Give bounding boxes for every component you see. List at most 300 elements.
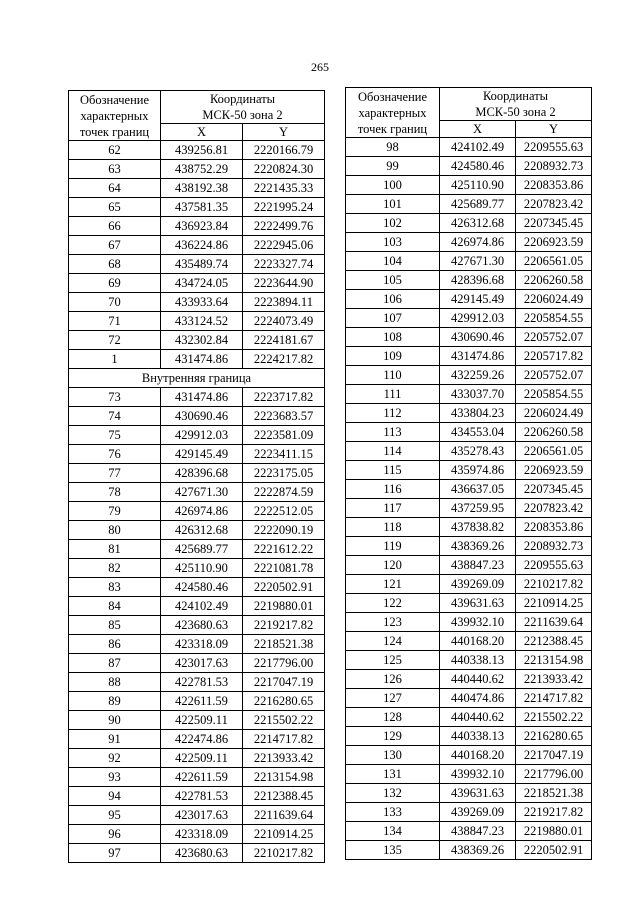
x-coordinate-cell: 426312.68 <box>440 214 516 233</box>
x-coordinate-cell: 427671.30 <box>161 483 243 502</box>
point-number-cell: 89 <box>69 692 161 711</box>
point-number-cell: 81 <box>69 540 161 559</box>
y-coordinate-cell: 2207823.42 <box>516 499 592 518</box>
table-row <box>69 350 325 369</box>
y-coordinate-cell: 2221081.78 <box>243 559 325 578</box>
table-row <box>346 252 592 271</box>
table-row <box>346 632 592 651</box>
point-number-cell: 116 <box>346 480 440 499</box>
table-row <box>346 233 592 252</box>
table-row <box>69 768 325 787</box>
table-row <box>69 692 325 711</box>
table-row <box>69 312 325 331</box>
y-coordinate-cell: 2216280.65 <box>243 692 325 711</box>
y-coordinate-cell: 2223644.90 <box>243 274 325 293</box>
table-row <box>346 613 592 632</box>
x-coordinate-cell: 429912.03 <box>440 309 516 328</box>
x-coordinate-cell: 424580.46 <box>440 157 516 176</box>
point-number-cell: 65 <box>69 198 161 217</box>
y-coordinate-cell: 2209555.63 <box>516 138 592 157</box>
point-number-cell: 112 <box>346 404 440 423</box>
table-row <box>346 157 592 176</box>
coordinates-header <box>440 88 592 121</box>
table-row <box>346 670 592 689</box>
x-coordinate-cell: 438847.23 <box>440 556 516 575</box>
point-number-cell: 109 <box>346 347 440 366</box>
y-coordinate-cell: 2222874.59 <box>243 483 325 502</box>
section-row <box>69 369 325 388</box>
y-coordinate-cell: 2213933.42 <box>243 749 325 768</box>
header-line: Координаты <box>482 89 549 103</box>
x-coordinate-cell: 440168.20 <box>440 746 516 765</box>
point-number-cell: 76 <box>69 445 161 464</box>
header-line: Обозначение <box>79 92 150 107</box>
table-row <box>69 749 325 768</box>
x-coordinate-cell: 422611.59 <box>161 768 243 787</box>
point-number-cell: 126 <box>346 670 440 689</box>
x-coordinate-cell: 436923.84 <box>161 217 243 236</box>
y-coordinate-cell: 2206561.05 <box>516 442 592 461</box>
x-coordinate-cell: 422474.86 <box>161 730 243 749</box>
table-row <box>346 290 592 309</box>
y-coordinate-cell: 2222512.05 <box>243 502 325 521</box>
y-coordinate-cell: 2217047.19 <box>243 673 325 692</box>
table-row <box>346 784 592 803</box>
table-row <box>346 594 592 613</box>
y-coordinate-cell: 2222945.06 <box>243 236 325 255</box>
table-row <box>346 328 592 347</box>
point-number-cell: 131 <box>346 765 440 784</box>
y-coordinate-cell: 2214717.82 <box>516 689 592 708</box>
table-row <box>69 255 325 274</box>
point-number-cell: 100 <box>346 176 440 195</box>
point-number-cell: 67 <box>69 236 161 255</box>
y-coordinate-cell: 2218521.38 <box>516 784 592 803</box>
y-coordinate-cell: 2205854.55 <box>516 385 592 404</box>
y-coordinate-cell: 2219880.01 <box>243 597 325 616</box>
y-coordinate-cell: 2224181.67 <box>243 331 325 350</box>
y-coordinate-cell: 2210217.82 <box>243 844 325 863</box>
point-number-cell: 73 <box>69 388 161 407</box>
y-header: Y <box>243 124 325 141</box>
point-number-cell: 96 <box>69 825 161 844</box>
x-coordinate-cell: 433124.52 <box>161 312 243 331</box>
x-coordinate-cell: 439269.09 <box>440 575 516 594</box>
x-coordinate-cell: 422781.53 <box>161 787 243 806</box>
table-row <box>346 176 592 195</box>
point-number-cell: 122 <box>346 594 440 613</box>
y-coordinate-cell: 2208932.73 <box>516 537 592 556</box>
point-number-cell: 98 <box>346 138 440 157</box>
x-coordinate-cell: 424580.46 <box>161 578 243 597</box>
table-row <box>69 635 325 654</box>
header-line: точек границ <box>79 124 150 139</box>
x-coordinate-cell: 423680.63 <box>161 844 243 863</box>
point-number-cell: 129 <box>346 727 440 746</box>
table-row <box>346 708 592 727</box>
x-coordinate-cell: 426974.86 <box>440 233 516 252</box>
header-row <box>69 91 325 124</box>
x-coordinate-cell: 440168.20 <box>440 632 516 651</box>
table-row <box>69 540 325 559</box>
point-number-cell: 91 <box>69 730 161 749</box>
x-coordinate-cell: 425110.90 <box>440 176 516 195</box>
coordinates-header <box>161 91 325 124</box>
header-line: характерных <box>80 108 149 123</box>
point-number-cell: 82 <box>69 559 161 578</box>
y-coordinate-cell: 2209555.63 <box>516 556 592 575</box>
x-coordinate-cell: 425689.77 <box>161 540 243 559</box>
x-coordinate-cell: 434553.04 <box>440 423 516 442</box>
table-row <box>346 727 592 746</box>
table-row <box>346 423 592 442</box>
point-number-cell: 86 <box>69 635 161 654</box>
point-number-cell: 72 <box>69 331 161 350</box>
header-line: Координаты <box>209 92 276 106</box>
table-row <box>346 822 592 841</box>
table-row <box>346 480 592 499</box>
y-coordinate-cell: 2221995.24 <box>243 198 325 217</box>
x-coordinate-cell: 429912.03 <box>161 426 243 445</box>
table-row <box>346 746 592 765</box>
point-number-cell: 114 <box>346 442 440 461</box>
y-coordinate-cell: 2205752.07 <box>516 328 592 347</box>
x-coordinate-cell: 440338.13 <box>440 727 516 746</box>
header-line: характерных <box>358 105 427 120</box>
table-row <box>69 559 325 578</box>
x-coordinate-cell: 439269.09 <box>440 803 516 822</box>
point-number-cell: 84 <box>69 597 161 616</box>
point-number-cell: 66 <box>69 217 161 236</box>
table-row <box>69 616 325 635</box>
point-number-cell: 130 <box>346 746 440 765</box>
y-coordinate-cell: 2220824.30 <box>243 160 325 179</box>
x-coordinate-cell: 435278.43 <box>440 442 516 461</box>
point-number-cell: 1 <box>69 350 161 369</box>
table-row <box>346 556 592 575</box>
table-row <box>346 385 592 404</box>
y-coordinate-cell: 2222499.76 <box>243 217 325 236</box>
x-coordinate-cell: 432302.84 <box>161 331 243 350</box>
y-coordinate-cell: 2219217.82 <box>243 616 325 635</box>
table-row <box>69 274 325 293</box>
y-coordinate-cell: 2220166.79 <box>243 141 325 160</box>
header-line: точек границ <box>357 121 428 136</box>
table-row <box>346 765 592 784</box>
y-coordinate-cell: 2211639.64 <box>516 613 592 632</box>
y-coordinate-cell: 2206260.58 <box>516 423 592 442</box>
table-row <box>346 499 592 518</box>
x-coordinate-cell: 430690.46 <box>161 407 243 426</box>
x-coordinate-cell: 439932.10 <box>440 765 516 784</box>
x-coordinate-cell: 439631.63 <box>440 594 516 613</box>
table-row <box>69 293 325 312</box>
table-row <box>346 461 592 480</box>
x-coordinate-cell: 425110.90 <box>161 559 243 578</box>
point-number-cell: 110 <box>346 366 440 385</box>
y-coordinate-cell: 2215502.22 <box>516 708 592 727</box>
x-coordinate-cell: 439631.63 <box>440 784 516 803</box>
point-number-cell: 85 <box>69 616 161 635</box>
x-coordinate-cell: 438192.38 <box>161 179 243 198</box>
x-coordinate-cell: 431474.86 <box>440 347 516 366</box>
point-number-cell: 95 <box>69 806 161 825</box>
point-number-cell: 99 <box>346 157 440 176</box>
table-row <box>69 825 325 844</box>
x-coordinate-cell: 438369.26 <box>440 841 516 860</box>
table-row <box>346 803 592 822</box>
table-row <box>346 537 592 556</box>
table-row <box>69 407 325 426</box>
point-number-cell: 63 <box>69 160 161 179</box>
y-coordinate-cell: 2213154.98 <box>516 651 592 670</box>
y-coordinate-cell: 2223175.05 <box>243 464 325 483</box>
point-number-cell: 94 <box>69 787 161 806</box>
x-coordinate-cell: 423017.63 <box>161 806 243 825</box>
y-coordinate-cell: 2220502.91 <box>243 578 325 597</box>
x-coordinate-cell: 430690.46 <box>440 328 516 347</box>
point-number-cell: 128 <box>346 708 440 727</box>
point-number-cell: 117 <box>346 499 440 518</box>
point-number-cell: 103 <box>346 233 440 252</box>
point-number-cell: 135 <box>346 841 440 860</box>
x-coordinate-cell: 431474.86 <box>161 350 243 369</box>
y-coordinate-cell: 2213933.42 <box>516 670 592 689</box>
y-coordinate-cell: 2222090.19 <box>243 521 325 540</box>
x-coordinate-cell: 433037.70 <box>440 385 516 404</box>
x-coordinate-cell: 437838.82 <box>440 518 516 537</box>
x-coordinate-cell: 422781.53 <box>161 673 243 692</box>
x-coordinate-cell: 440440.62 <box>440 708 516 727</box>
y-coordinate-cell: 2224217.82 <box>243 350 325 369</box>
table-row <box>69 844 325 863</box>
x-coordinate-cell: 428396.68 <box>161 464 243 483</box>
y-coordinate-cell: 2212388.45 <box>243 787 325 806</box>
header-line: Обозначение <box>357 89 428 104</box>
x-coordinate-cell: 433933.64 <box>161 293 243 312</box>
table-row <box>346 347 592 366</box>
y-coordinate-cell: 2212388.45 <box>516 632 592 651</box>
table-row <box>346 271 592 290</box>
table-row <box>346 138 592 157</box>
table-row <box>69 179 325 198</box>
y-coordinate-cell: 2215502.22 <box>243 711 325 730</box>
y-coordinate-cell: 2206260.58 <box>516 271 592 290</box>
y-coordinate-cell: 2218521.38 <box>243 635 325 654</box>
point-number-cell: 75 <box>69 426 161 445</box>
x-coordinate-cell: 437259.95 <box>440 499 516 518</box>
table-row <box>69 388 325 407</box>
point-designation-header <box>346 88 440 138</box>
table-row <box>346 404 592 423</box>
y-coordinate-cell: 2206024.49 <box>516 404 592 423</box>
header-row <box>346 88 592 121</box>
x-coordinate-cell: 438752.29 <box>161 160 243 179</box>
section-label: Внутренняя граница <box>69 369 325 388</box>
x-coordinate-cell: 439256.81 <box>161 141 243 160</box>
point-number-cell: 90 <box>69 711 161 730</box>
coordinates-table-right <box>345 87 592 860</box>
table-row <box>69 502 325 521</box>
y-coordinate-cell: 2207345.45 <box>516 214 592 233</box>
x-coordinate-cell: 422611.59 <box>161 692 243 711</box>
point-number-cell: 133 <box>346 803 440 822</box>
table-row <box>346 195 592 214</box>
table-row <box>69 160 325 179</box>
y-coordinate-cell: 2223717.82 <box>243 388 325 407</box>
page-number: 265 <box>311 60 329 74</box>
y-coordinate-cell: 2224073.49 <box>243 312 325 331</box>
y-coordinate-cell: 2207823.42 <box>516 195 592 214</box>
y-coordinate-cell: 2210914.25 <box>516 594 592 613</box>
table-row <box>69 711 325 730</box>
y-coordinate-cell: 2208932.73 <box>516 157 592 176</box>
point-number-cell: 107 <box>346 309 440 328</box>
table-row <box>346 309 592 328</box>
point-number-cell: 69 <box>69 274 161 293</box>
point-number-cell: 125 <box>346 651 440 670</box>
point-number-cell: 78 <box>69 483 161 502</box>
y-coordinate-cell: 2221612.22 <box>243 540 325 559</box>
y-coordinate-cell: 2216280.65 <box>516 727 592 746</box>
point-number-cell: 108 <box>346 328 440 347</box>
x-coordinate-cell: 435489.74 <box>161 255 243 274</box>
table-row <box>69 597 325 616</box>
table-row <box>346 575 592 594</box>
coordinates-table-left <box>68 90 325 863</box>
table-row <box>69 673 325 692</box>
table-row <box>69 426 325 445</box>
x-coordinate-cell: 423680.63 <box>161 616 243 635</box>
table-row <box>69 141 325 160</box>
y-coordinate-cell: 2205717.82 <box>516 347 592 366</box>
x-coordinate-cell: 432259.26 <box>440 366 516 385</box>
x-coordinate-cell: 438847.23 <box>440 822 516 841</box>
point-number-cell: 127 <box>346 689 440 708</box>
y-coordinate-cell: 2220502.91 <box>516 841 592 860</box>
table-row <box>69 787 325 806</box>
point-number-cell: 118 <box>346 518 440 537</box>
point-number-cell: 77 <box>69 464 161 483</box>
point-number-cell: 71 <box>69 312 161 331</box>
table-row <box>69 578 325 597</box>
y-coordinate-cell: 2219880.01 <box>516 822 592 841</box>
x-header: X <box>161 124 243 141</box>
table-row <box>69 445 325 464</box>
y-coordinate-cell: 2219217.82 <box>516 803 592 822</box>
x-coordinate-cell: 436637.05 <box>440 480 516 499</box>
y-coordinate-cell: 2221435.33 <box>243 179 325 198</box>
table-row <box>69 464 325 483</box>
header-line: МСК-50 зона 2 <box>475 105 556 119</box>
x-coordinate-cell: 423318.09 <box>161 635 243 654</box>
table-row <box>69 521 325 540</box>
point-number-cell: 83 <box>69 578 161 597</box>
point-number-cell: 62 <box>69 141 161 160</box>
x-coordinate-cell: 440474.86 <box>440 689 516 708</box>
x-header: X <box>440 121 516 138</box>
x-coordinate-cell: 440440.62 <box>440 670 516 689</box>
y-coordinate-cell: 2217796.00 <box>516 765 592 784</box>
x-coordinate-cell: 429145.49 <box>161 445 243 464</box>
y-coordinate-cell: 2217047.19 <box>516 746 592 765</box>
point-number-cell: 105 <box>346 271 440 290</box>
y-coordinate-cell: 2217796.00 <box>243 654 325 673</box>
x-coordinate-cell: 440338.13 <box>440 651 516 670</box>
point-number-cell: 111 <box>346 385 440 404</box>
x-coordinate-cell: 426974.86 <box>161 502 243 521</box>
y-coordinate-cell: 2210217.82 <box>516 575 592 594</box>
y-coordinate-cell: 2223581.09 <box>243 426 325 445</box>
table-row <box>346 442 592 461</box>
table-row <box>69 730 325 749</box>
point-number-cell: 97 <box>69 844 161 863</box>
x-coordinate-cell: 431474.86 <box>161 388 243 407</box>
point-number-cell: 101 <box>346 195 440 214</box>
x-coordinate-cell: 423017.63 <box>161 654 243 673</box>
table-row <box>346 841 592 860</box>
table-row <box>69 331 325 350</box>
point-number-cell: 80 <box>69 521 161 540</box>
x-coordinate-cell: 428396.68 <box>440 271 516 290</box>
x-coordinate-cell: 437581.35 <box>161 198 243 217</box>
y-coordinate-cell: 2223327.74 <box>243 255 325 274</box>
x-coordinate-cell: 426312.68 <box>161 521 243 540</box>
point-number-cell: 70 <box>69 293 161 312</box>
point-number-cell: 106 <box>346 290 440 309</box>
y-coordinate-cell: 2206923.59 <box>516 233 592 252</box>
table-row <box>69 198 325 217</box>
x-coordinate-cell: 425689.77 <box>440 195 516 214</box>
x-coordinate-cell: 427671.30 <box>440 252 516 271</box>
point-designation-header <box>69 91 161 141</box>
point-number-cell: 88 <box>69 673 161 692</box>
x-coordinate-cell: 422509.11 <box>161 711 243 730</box>
header-line: МСК-50 зона 2 <box>202 108 283 122</box>
y-coordinate-cell: 2207345.45 <box>516 480 592 499</box>
y-coordinate-cell: 2223894.11 <box>243 293 325 312</box>
table-row <box>69 806 325 825</box>
y-coordinate-cell: 2205752.07 <box>516 366 592 385</box>
x-coordinate-cell: 439932.10 <box>440 613 516 632</box>
point-number-cell: 68 <box>69 255 161 274</box>
point-number-cell: 104 <box>346 252 440 271</box>
y-coordinate-cell: 2210914.25 <box>243 825 325 844</box>
table-row <box>69 217 325 236</box>
table-row <box>346 214 592 233</box>
y-coordinate-cell: 2223683.57 <box>243 407 325 426</box>
y-coordinate-cell: 2213154.98 <box>243 768 325 787</box>
point-number-cell: 119 <box>346 537 440 556</box>
point-number-cell: 123 <box>346 613 440 632</box>
y-coordinate-cell: 2206024.49 <box>516 290 592 309</box>
x-coordinate-cell: 434724.05 <box>161 274 243 293</box>
x-coordinate-cell: 424102.49 <box>440 138 516 157</box>
x-coordinate-cell: 423318.09 <box>161 825 243 844</box>
x-coordinate-cell: 438369.26 <box>440 537 516 556</box>
point-number-cell: 74 <box>69 407 161 426</box>
y-coordinate-cell: 2205854.55 <box>516 309 592 328</box>
point-number-cell: 92 <box>69 749 161 768</box>
table-row <box>69 483 325 502</box>
point-number-cell: 102 <box>346 214 440 233</box>
point-number-cell: 134 <box>346 822 440 841</box>
table-row <box>346 518 592 537</box>
table-row <box>346 651 592 670</box>
point-number-cell: 121 <box>346 575 440 594</box>
point-number-cell: 87 <box>69 654 161 673</box>
y-coordinate-cell: 2214717.82 <box>243 730 325 749</box>
